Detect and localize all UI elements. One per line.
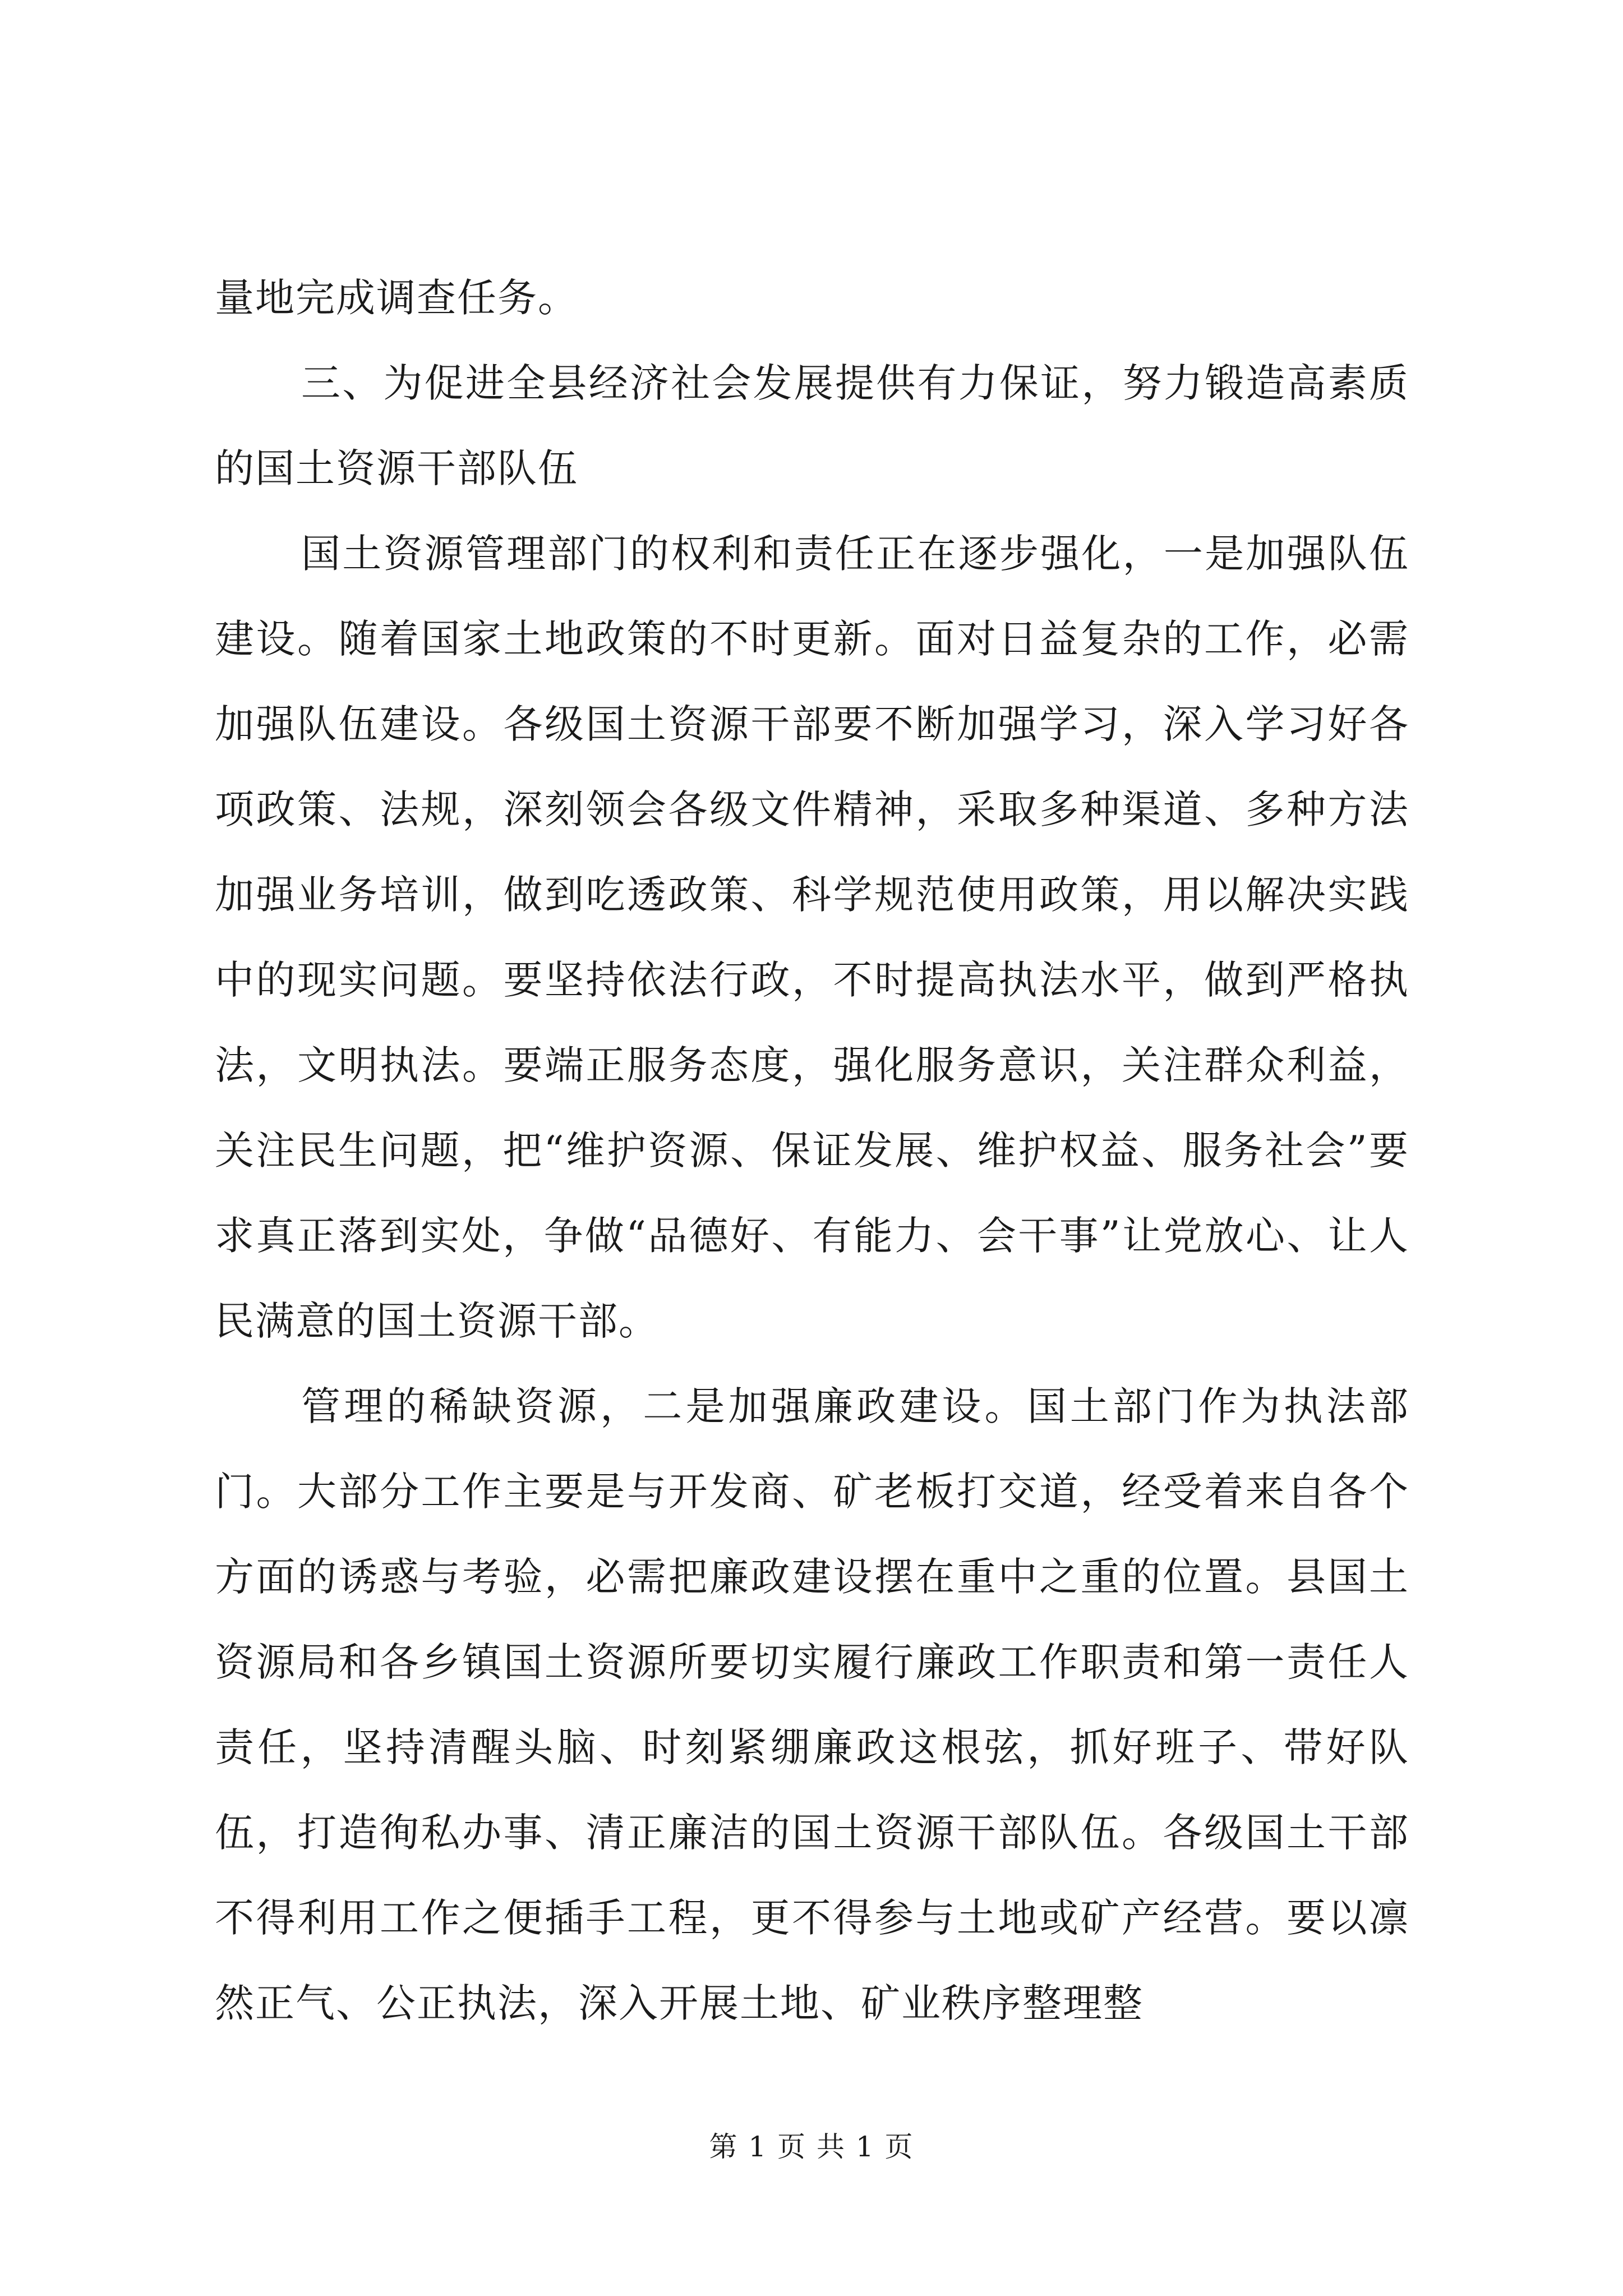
page-number-footer: 第 1 页 共 1 页 bbox=[709, 2131, 914, 2163]
section-heading: 三、为促进全县经济社会发展提供有力保证，努力锻造高素质的国土资源干部队伍 bbox=[215, 360, 1409, 491]
paragraph-integrity-building: 管理的稀缺资源，二是加强廉政建设。国土部门作为执法部门。大部分工作主要是与开发商、矿老板打交道，经受着来自各个方面的诱惑与考验，必需把廉政建设摆在重中之重的位置。县国土资源局和各乡镇国土资源所要切实履行廉政工作职责和第一责任人责任，坚持清醒头脑、时刻紧绷廉政这根弦，抓好班子、带好队伍，打造徇私办事、清正廉洁的国土资源干部队伍。各级国土干部不得利用工作之便插手工程，更不得参与土地或矿产经营。要以凛然正气、公正执法，深入开展土地、矿业秩序整理整 bbox=[215, 1383, 1409, 2026]
paragraph-team-building: 国土资源管理部门的权利和责任正在逐步强化，一是加强队伍建设。随着国家土地政策的不时更新。面对日益复杂的工作，必需加强队伍建设。各级国土资源干部要不断加强学习，深入学习好各项政策、法规，深刻领会各级文件精神，采取多种渠道、多种方法加强业务培训，做到吃透政策、科学规范使用政策，用以解决实践中的现实问题。要坚持依法行政，不时提高执法水平，做到严格执法，文明执法。要端正服务态度，强化服务意识，关注群众利益，关注民生问题，把“维护资源、保证发展、维护权益、服务社会”要求真正落到实处，争做“品德好、有能力、会干事”让党放心、让人民满意的国土资源干部。 bbox=[215, 531, 1409, 1344]
document-body bbox=[215, 255, 1409, 2046]
paragraph-continuation: 量地完成调查任务。 bbox=[215, 275, 578, 321]
